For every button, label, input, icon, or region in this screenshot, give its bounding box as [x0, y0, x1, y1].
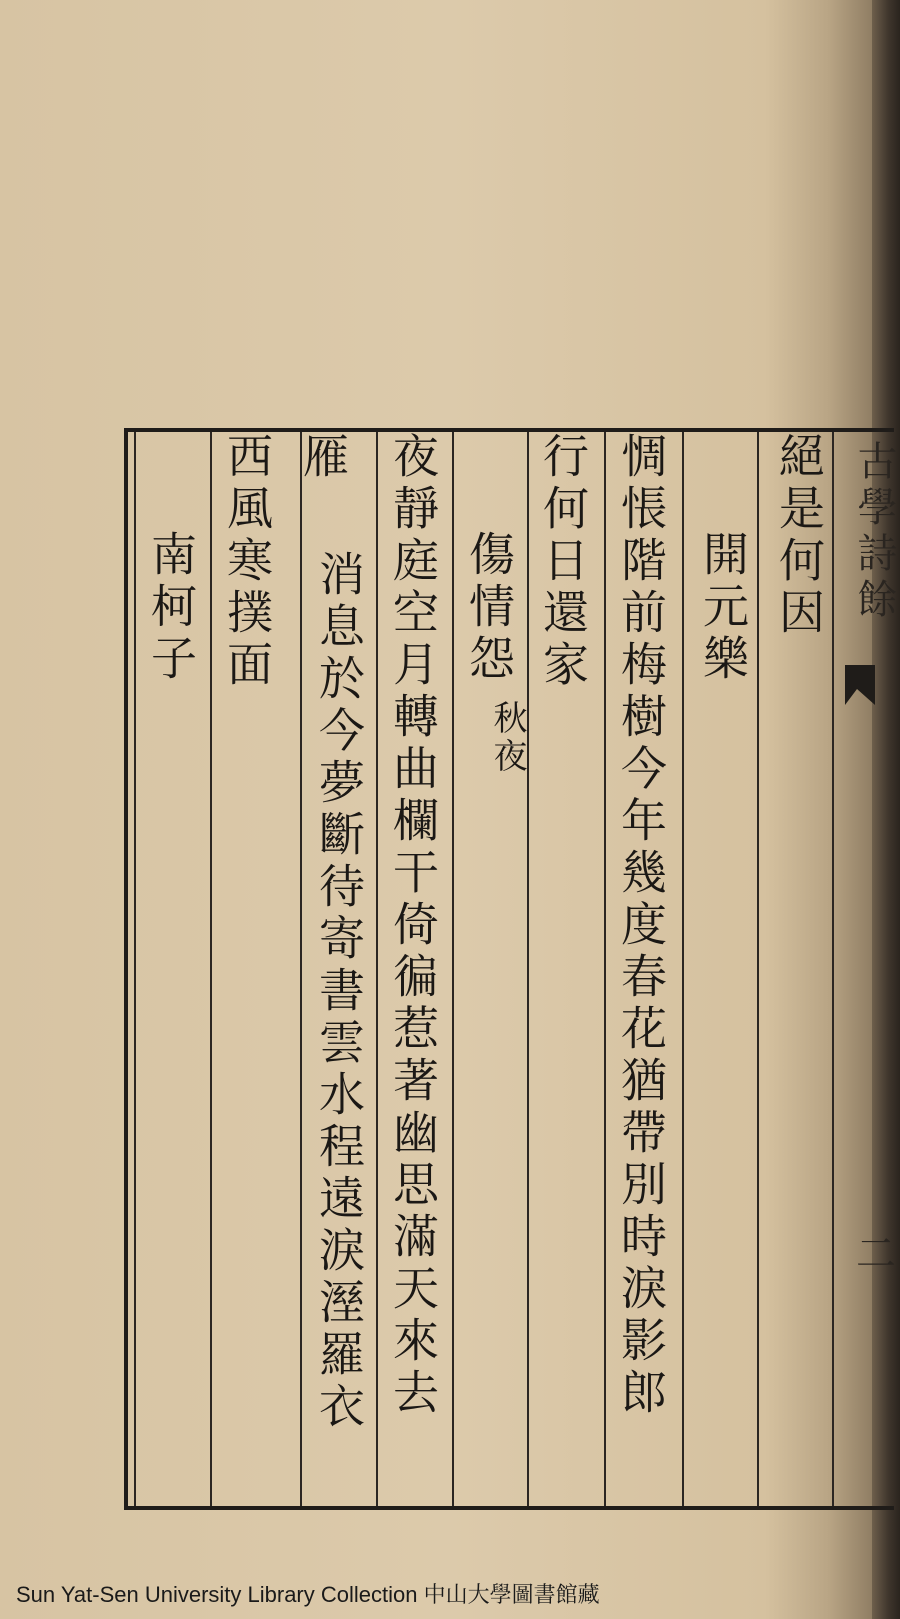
column-rule [134, 432, 136, 1506]
text-column: 惆悵階前梅樹今年幾度春花猶帶別時淚影郎 [614, 432, 668, 1420]
subtitle-note: 秋夜 [487, 700, 527, 776]
text-column: 西風寒撲面 [220, 432, 274, 692]
text-column: 消息於今夢斷待寄書雲水程遠淚溼羅衣 [312, 550, 366, 1434]
center-title: 古學詩餘 [851, 440, 897, 624]
text-column: 絕是何因 [772, 432, 826, 640]
column-rule [300, 432, 302, 1506]
tune-title: 開元樂 [696, 530, 750, 686]
text-column: 行何日還家 [536, 432, 590, 692]
text-column: 夜靜庭空月轉曲欄干倚徧惹著幽思滿天來去 [386, 432, 440, 1420]
column-rule [376, 432, 378, 1506]
text-column: 雁 [296, 432, 350, 484]
column-rule [832, 432, 834, 1506]
column-rule [757, 432, 759, 1506]
column-rule [682, 432, 684, 1506]
column-rule [527, 432, 529, 1506]
tune-title: 南柯子 [144, 530, 198, 686]
library-credit: Sun Yat-Sen University Library Collection 中山大學圖書館藏 [16, 1582, 600, 1607]
column-rule [210, 432, 212, 1506]
tune-title: 傷情怨 [462, 530, 516, 686]
column-rule [604, 432, 606, 1506]
page-number: 二 [856, 1231, 896, 1277]
column-rule [452, 432, 454, 1506]
